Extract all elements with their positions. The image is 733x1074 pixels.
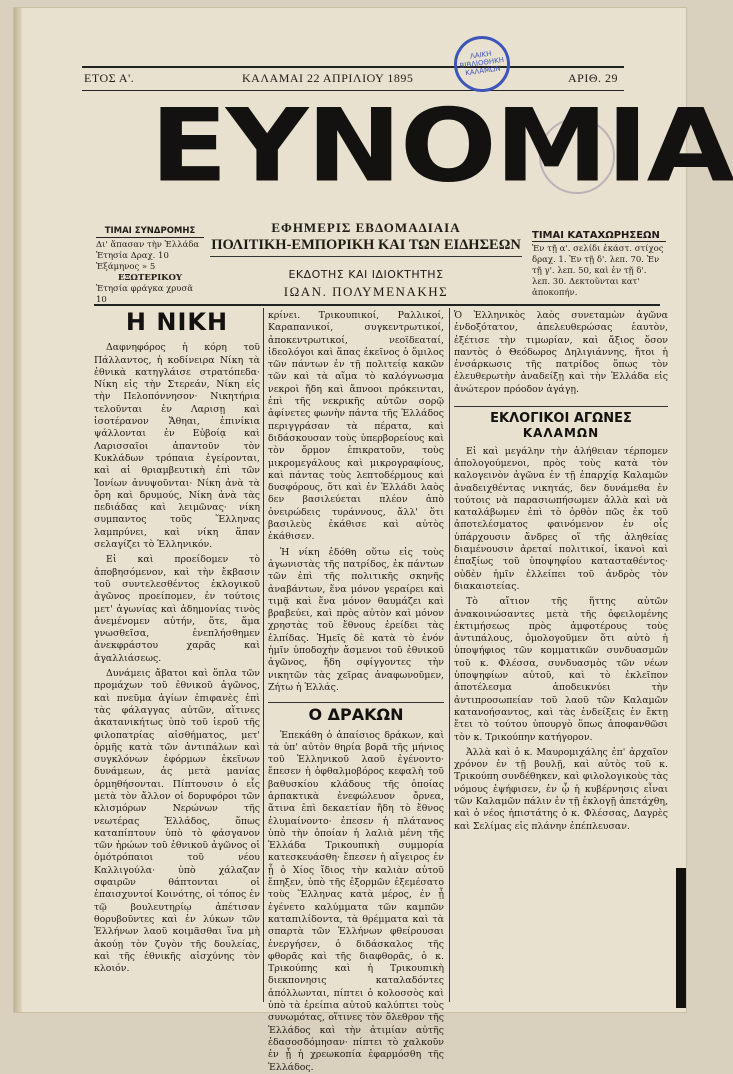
article-paragraph: Ἡ νίκη ἐδόθη οὕτω εἰς τοὺς ἀγωνιστὰς τῆς πατρίδος, ἐκ πάντων τῶν ἐπὶ τῆς πολιτικῆς σκηνῆς ἀναβάντων, ἕνα μόνον γεραίρει καὶ τιμᾷ καὶ ἕνα μόνον θαυμάζει καὶ βραβεύει, καὶ πρὸς αὐτὸν καὶ μόνον χρηστὰς τοῦ ἔθνους ἐρείδει τὰς ἐλπίδας. Ἡμεῖς δὲ κατὰ τὸ ἐνόν ἡμῖν ὑποδοχὴν ἄσμενοι τοῦ ἐθνικοῦ ἀγῶνος, ἤδη σφίγγοντες τὴν νικητῶν τὰς χεῖρας ἀναφωνοῦμεν, Ζήτω ἡ Ἑλλάς. <box>268 546 444 693</box>
article-paragraph: Δυνάμεις ἄβατοι καὶ ὅπλα τῶν προμάχων τοῦ ἐθνικοῦ ἀγῶνος, καὶ πνεῦμα ἁγίων ἐπιφανὲς ἐπὶ τὰς φάλαγγας αὐτῶν, αἵτινες ἀκατανικήτως ὑπὸ τοῦ ἱεροῦ τῆς φιλοπατρίας αἰσθήματος, μετ' ὁρμῆς κατὰ τῶν ἀντιπάλων καὶ συγκλόνων ἐφόρμων ἐκεῖνων δυνάμεων, ἀς μετὰ μανίας ὁρμηθήσονται. Πίπτουσιν ὁ εἷς μετὰ τὸν ἄλλον οἱ δορυφόροι τῶν κλισμόρων Νερώνων τῆς νεωτέρας Ἑλλάδος, ὅπως καταπίπτουν ὑπὸ τὸ φάσγανον τῶν ἡρώων τοῦ ἐθνικοῦ ἀγῶνος οἱ ὁμότρόπαιοι τοῦ νέου Καλλιγούλα· ὑπὸ χάλαζαν σφαιρῶν θάπτονται οἱ ἐπαισχυντοί Κοινότης, οἱ τόπος ἐν τῷ βουλευτηρίῳ ἀπέτισαν θορυβοῦντες καὶ ἐν λύκων τῶν Ἑλλήνων λαοῦ κοιμᾶσθαι ἵνα μὴ ἀκούῃ τὸν ζυγὸν τῆς δουλείας, καὶ τῆς ἐθνικῆς αἰσχύνης τὸν κλοιόν. <box>94 668 260 975</box>
article-paragraph: Ἀλλὰ καὶ ὁ κ. Μαυρομιχάλης ἐπ' ἀρχαῖον χρόνον ἐν τῇ βουλῇ, καὶ αὐτὸς τοῦ κ. Τρικούπη συνδέθηκεν, καὶ φιλολογικοὺς τὰς νόμους ἐψήφισεν, ἐν ᾧ ἡ κυβέρνησις εἶναι τῶν Καλαμῶν πάλιν ἐν τῇ ἐκλογῇ ἀπετάχθη, καὶ ὁ νέος ἠπιστάτης ὁ κ. Φλέσσας, Δαγρὲς καὶ Σελίμας εἰς πλάνην ἐπέπλευσαν. <box>454 746 668 832</box>
ad-rates-text: Ἐν τῇ α'. σελίδι ἑκάστ. στίχος δραχ. 1. Ἐν τῇ δ'. λεπ. 70. Ἐν τῇ γ'. λεπ. 50, καὶ ἐν τῇ δ'. λεπ. 30. Δεκτοῦνται κατ' ἀποκοπήν. <box>532 244 664 298</box>
column-3 <box>454 310 668 1005</box>
article-paragraph: Δαφνηφόρος ἡ κόρη τοῦ Πάλλαντος, ἡ κοδίνειρα Νίκη τὰ ἐθνικὰ κατηγλάισε στρατόπεδα· Νίκη εἰς τὴν Στερεάν, Νίκη εἰς τὴν Πελοπόννησον· Νικητήρια τελοῦνται ἐν Λαρισῃ καὶ ἰσοτέρανον Ἄθηαι, ἐπινίκια ψάλλονται ἐν Εὐβοίᾳ καὶ Λαρισσαῖοι ἀπαντοῦν τὸν Κυκλάδων τρόπαια ἐγείρονται, καὶ αἱ θριαμβευτικὴ ἐπὶ τῶν Ἰονίων ἀνυψοῦνται· Νίκη ἀνὰ τὰ ὄρη καὶ δρυμούς, Νίκη ἀνὰ τὰς πεδιάδας καὶ λειμῶνας· νίκη συμπαντος τοῦς Ἕλληνας λαμπρύνει, καὶ νίκη ἅπαν σελαγίζει τὸ Ἑλληνικόν. <box>94 342 260 551</box>
column-divider <box>449 308 450 1002</box>
page-binding-edge <box>14 8 22 1012</box>
column-divider <box>263 308 264 1002</box>
article-paragraph: Τὸ αἴτιον τῆς ἥττης αὐτῶν ἀνακοινώσαντες μετὰ τῆς ὀφειλομένης ἐκτιμήσεως πρὸς ἀμφοτέρους τοὺς ἀντιπάλους, ὁμολογοῦμεν ὅτι αὐτὸ ἡ ὑποψήφιος τῶν κομματικῶν συνδυασμῶν τοῦ κ. Φλέσσα, συνδυασμὸς τῶν νέων ὑποψηφίων αὐτοῦ, καὶ τὸ ἐκλεῖπον ἀποτέλεσμα ἀποδεικνύει τὴν ἀντιπροσωπείαν τοῦ λαοῦ τῶν Καλαμῶν κατανοήσαντος, καὶ τὰς ἐνδείξεις ἐν ἔκτῃ ἔτει τὸ τούτου ὑπουργὸ ὅπως ἀποφανθῶσι τὸν κ. Τρικούπην κατήγορον. <box>454 596 668 743</box>
newspaper-page <box>14 8 733 1073</box>
subscription-line: Ἑξάμηνος » 5 <box>96 262 156 272</box>
article-title-niki: Η ΝΙΚΗ <box>125 308 229 336</box>
column-1 <box>94 310 260 1005</box>
library-stamp-text: ΛΑΙΚΗ ΒΙΒΛΙΟΘΗΚΗ ΚΑΛΑΜΩΝ <box>459 49 505 78</box>
issue-number: ΑΡΙΘ. 29 <box>567 71 618 85</box>
article-paragraph: κρίνει. Τρικουπικοί, Ραλλικοί, Καραπανικοί, συγκεντρωτικοί, ἀποκεντρωτικοί, νεοϊδεαταί, ἰδεολόγοι καὶ ἅπας ἐκεῖνος ὁ ὅμιλος τῶν πάντων ἐν τῇ πολιτείᾳ κακῶν τῶν καὶ τὰ αἵμα τὸ καλόγνωσμα νεκροὶ ἤδη καὶ ἄπνοοι πρόκεινται, ἐπὶ τῆς νεκρικῆς αὐτῶν σορῷ ἀφίνετες φωνὴν πάντα τῆς Ἑλλάδος περιγγράσαν τὰ πέρατα, καὶ διδάσκουσαν τοὺς ὑπερβορείους καὶ τὸν ὄρμον ἐπικρατοῦν, τοὺς μικρομεγάλους καὶ μικρογραφίους, καὶ πάντας τοὺς λεπτοδέρμους καὶ δυσφόρους, ὅτι καὶ ἐν Ἑλλάδι λαὸς δεν βασιλεύεται πλέον ἀπὸ ὀνειρώδεις τυράννους, ἄλλ' ὅτι βασιλεὺς ἐκάθισε καὶ αὐτὸς ἐκάθισεν. <box>268 310 444 543</box>
page-dark-edge <box>676 868 686 1008</box>
subscription-line: ΕΞΩΤΕΡΙΚΟΥ <box>117 273 183 283</box>
article-paragraph: Εἰ καὶ μεγάλην τὴν ἀλήθειαν τέρπομεν ἀπολογούμενοι, πρὸς τοὺς κατὰ τὸν καλογεινὸν ἀγῶνα ἐν τῇ ἐπαρχίᾳ Καλαμῶν ἀναδειχθέντας νικητάς, δεν δυνάμεθα ἐν τούτοις νὰ παρασιωπήσωμεν ἀλλὰ καὶ νὰ καταλάβωμεν ἐπὶ τὸ ὀρθὸν πῶς ἐκ τοῦ ἀποτελέσματος φαινόμενον ἐν οἷς ὑπάρχουσιν ἄνδρες οἵ τῆς ἀληθείας διαμένουσιν ἀρεταί πολιτικοί, ἰκανοὶ καὶ ἐπαξίως τοῦ ὑποψηφίου κατασταθέντος· οὐδὲν ἡμῖν ἐλλείπει τοῦ ἀνδρὸς τὸν διακαιοτείας. <box>454 445 668 592</box>
subtitle-political: ΠΟΛΙΤΙΚΗ-ΕΜΠΟΡΙΚΗ ΚΑΙ ΤΩΝ ΕΙΔΗΣΕΩΝ <box>210 237 522 257</box>
subtitle-weekly: ΕΦΗΜΕΡΙΣ ΕΒΔΟΜΑΔΙΑΙΑ <box>271 220 461 235</box>
ad-rates-title: ΤΙΜΑΙ ΚΑΤΑΧΩΡΗΣΕΩΝ <box>532 230 666 242</box>
ad-rates-box <box>532 230 666 299</box>
year-label: ΕΤΟΣ Α'. <box>84 71 135 85</box>
article-paragraph: Ὁ Ἑλληνικὸς λαὸς συνεταμὼν ἀγῶνα ἐνδοξότατον, ἀπελευθερώσας ἑαυτὸν, ἐξέτισε τὴν τιμωρίαν, καὶ ἄξιος ὅσον παντὸς ὁ Θεόδωρος Δηλιγιάννης, ἤτοι ἡ ἐνσάρκωσις τῆς πατρίδος ὅπως τὸν ἐλευθερωτὴν ἀναδείξῃ καὶ τὴν Ἑλλάδα εἰς ἀνώτερον πρόοδον ἀγάγῃ. <box>454 310 668 395</box>
article-title-drakon: Ο ΔΡΑΚΩΝ <box>268 702 444 721</box>
publisher-name: ΙΩΑΝ. ΠΟΛΥΜΕΝΑΚΗΣ <box>283 284 449 299</box>
subscription-line: Ἐτησία φράγκα χρυσᾶ 10 <box>96 284 194 305</box>
subscription-line: Δι' ἅπασαν τὴν Ἑλλάδα <box>96 240 200 250</box>
publisher-label: ΕΚΔΟΤΗΣ ΚΑΙ ΙΔΙΟΚΤΗΤΗΣ <box>288 268 444 281</box>
masthead-title: ΕΥΝΟΜΙΑ <box>150 87 733 205</box>
column-2 <box>268 310 444 1073</box>
subscription-box <box>96 226 204 306</box>
header-divider <box>94 304 660 306</box>
date-line: ΚΑΛΑΜΑΙ 22 ΑΠΡΙΛΙΟΥ 1895 <box>242 71 414 85</box>
subscription-line: Ἐτησία Δραχ. 10 <box>96 251 169 261</box>
article-title-elections: ΕΚΛΟΓΙΚΟΙ ΑΓΩΝΕΣ <box>454 406 668 425</box>
article-paragraph: Ἐπεκάθη ὁ ἀπαίσιος δράκων, καὶ τὰ ὑπ' αὐτὸν θηρία βορᾶ τῆς μήνιος τοῦ Ἑλληνικοῦ λαοῦ ἐγένοντο· ἔπεσεν ἡ ὀφθαλμοβόρος κεφαλὴ τοῦ βαθυσκίου κλάδους τῆς ὁποίας ἁρπακτικὰ ἐνεφώλευον ὄρνεα, ἅτινα ἐπὶ δεκαετίαν ἤδη τὸ ἔθνος ἐλυμαίνοντο· ἐπεσεν ἡ πλάτανος ὑπὸ τὴν ὁποίαν ἡ λαλιὰ μένη τῆς Ἑλλάδα Τρικουπικὴ συμμορία κατεσκευάσθη· ἔπεσεν ἡ αἴγειρος ἐν ᾗ ὁ Χίος ἴδιος τὴν καλιὰν αὐτοῦ ἔπηξεν, ὑπὸ τῆς ἐξορμῶν ἐξεμέσατο τοὺς Ἕλληνας κατὰ μέρος, ἐν ᾗ ἐγένετο καλύμματα τῶν καμπῶν καταπιλίδοντα, τὰ θρέμματα καὶ τὰ σπαρτὰ τῶν Ἑλλήνων φθείρουσαι ἐνεργήσεν, ὁ διδάσκαλος τῆς φθορᾶς καὶ τῆς διαφθορᾶς, ὁ κ. Τρικούπης καὶ ἡ Τρικουπικὴ διεκπονησις καταλαδόντες ἀπόλλωνται, πίπτει ὁ κολοσσὸς καὶ ὑπὸ τὰ ἐρείπια αὐτοῦ καλύπτει τοὺς συνωμότας, οἵτινες τὸν ὄλεθρον τῆς Ἑλλάδος καὶ τὴν ἀτιμίαν αὐτῆς ἐδασοσδόμησαν· πίπτει τὸ χαλκοῦν ἐν ᾗ ἡ χρεωκοπία ἐφαρμόσθη τῆς Ἑλλάδος. <box>268 729 444 1073</box>
article-subtitle-kalamon: ΚΑΛΑΜΩΝ <box>522 426 600 441</box>
article-paragraph: Εἰ καὶ προείδομεν τὸ ἀποβησόμενον, καὶ τὴν ἔκβασιν τοῦ συντελεσθέντος ἐκλογικοῦ ἀγῶνος προείπομεν, ἐν τούτοις μετ' ἀγωνίας καὶ ἀδημονίας τινὸς ἀνεμένομεν αὐτήν, ὅτε, ἅμα γνωσθεῖσα, ἐνεπλήσθημεν ἀνεκφράστου χαρᾶς καὶ ἀγαλλιάσεως. <box>94 554 260 664</box>
subscription-title: ΤΙΜΑΙ ΣΥΝΔΡΟΜΗΣ <box>96 226 204 238</box>
